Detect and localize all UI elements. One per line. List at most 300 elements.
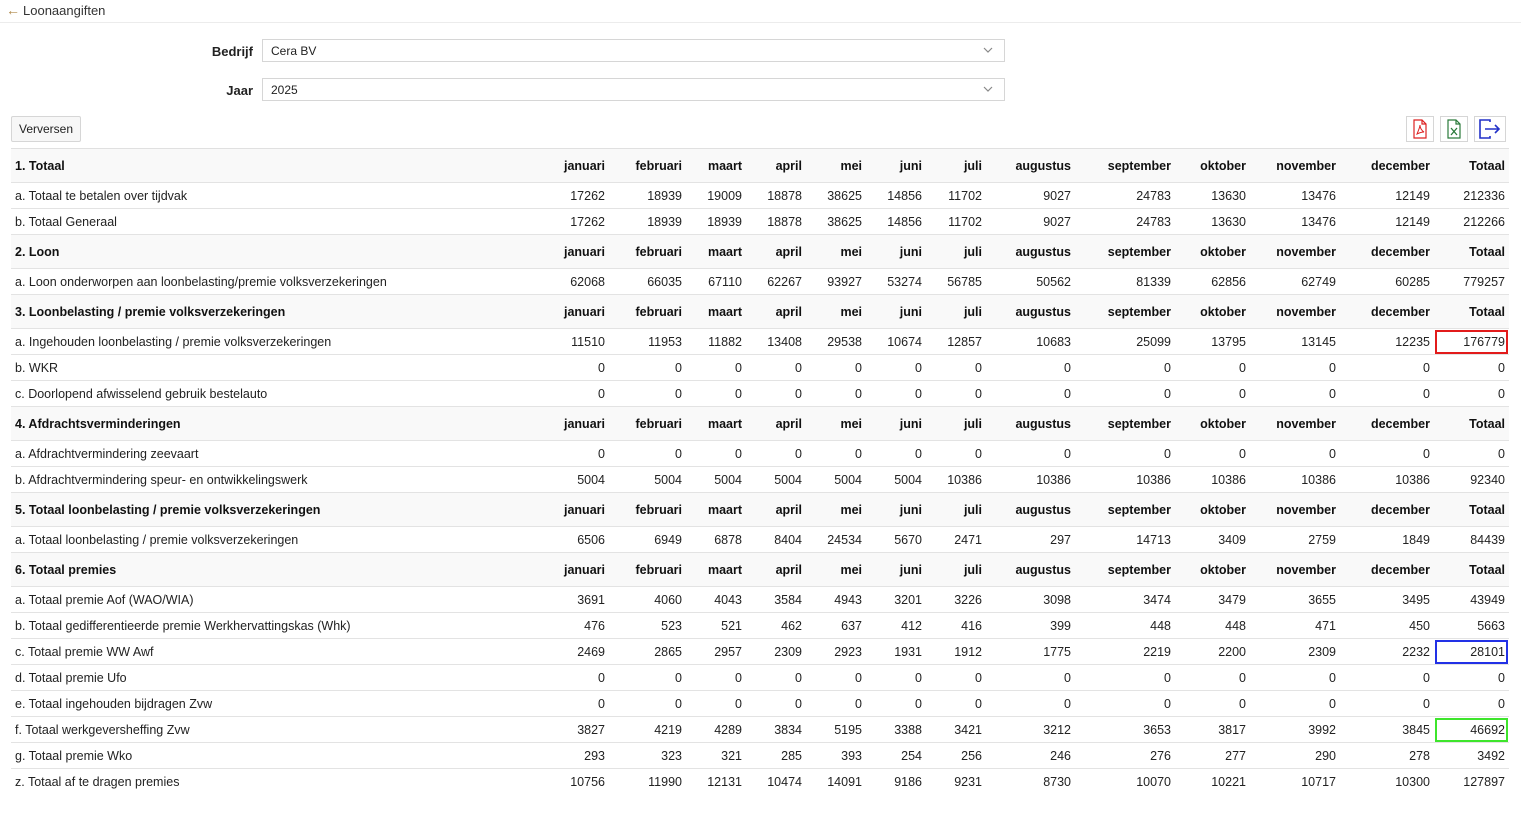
table-cell: 0 bbox=[746, 691, 806, 717]
row-label: a. Totaal premie Aof (WAO/WIA) bbox=[11, 587, 546, 613]
table-cell: 11882 bbox=[686, 329, 746, 355]
table-cell: 9186 bbox=[866, 769, 926, 795]
table-cell: 323 bbox=[609, 743, 686, 769]
column-header-month: november bbox=[1250, 553, 1340, 587]
section-title: 1. Totaal bbox=[11, 149, 546, 183]
table-cell: 3201 bbox=[866, 587, 926, 613]
table-cell: 0 bbox=[609, 691, 686, 717]
table-cell: 2923 bbox=[806, 639, 866, 665]
table-cell: 17262 bbox=[546, 183, 609, 209]
table-cell: 0 bbox=[926, 441, 986, 467]
table-cell: 5004 bbox=[806, 467, 866, 493]
table-cell: 2309 bbox=[1250, 639, 1340, 665]
column-header-month: februari bbox=[609, 553, 686, 587]
export-pdf-button[interactable] bbox=[1406, 116, 1434, 142]
table-cell: 2957 bbox=[686, 639, 746, 665]
table-cell: 3474 bbox=[1075, 587, 1175, 613]
table-cell: 5004 bbox=[546, 467, 609, 493]
chevron-down-icon bbox=[982, 43, 994, 60]
table-cell: 1775 bbox=[986, 639, 1075, 665]
table-cell: 0 bbox=[1175, 665, 1250, 691]
column-header-month: juni bbox=[866, 493, 926, 527]
row-label: a. Loon onderworpen aan loonbelasting/premie volksverzekeringen bbox=[11, 269, 546, 295]
table-row bbox=[11, 441, 1509, 467]
column-header-month: augustus bbox=[986, 407, 1075, 441]
column-header-month: maart bbox=[686, 493, 746, 527]
column-header-month: augustus bbox=[986, 149, 1075, 183]
table-cell: 0 bbox=[686, 665, 746, 691]
table-cell: 9231 bbox=[926, 769, 986, 795]
column-header-month: september bbox=[1075, 235, 1175, 269]
column-header-month: december bbox=[1340, 407, 1434, 441]
column-header-month: augustus bbox=[986, 553, 1075, 587]
table-cell: 0 bbox=[609, 355, 686, 381]
column-header-month: juni bbox=[866, 295, 926, 329]
table-cell: 0 bbox=[1075, 441, 1175, 467]
table-cell: 18939 bbox=[686, 209, 746, 235]
table-row bbox=[11, 743, 1509, 769]
section-header-row bbox=[11, 493, 1509, 527]
table-cell: 0 bbox=[806, 691, 866, 717]
table-row bbox=[11, 639, 1509, 665]
table-cell: 14856 bbox=[866, 183, 926, 209]
table-cell: 12149 bbox=[1340, 183, 1434, 209]
back-arrow-icon[interactable]: ← bbox=[6, 2, 20, 18]
column-header-month: januari bbox=[546, 295, 609, 329]
column-header-month: januari bbox=[546, 493, 609, 527]
table-cell: 29538 bbox=[806, 329, 866, 355]
table-cell: 246 bbox=[986, 743, 1075, 769]
table-cell: 0 bbox=[686, 441, 746, 467]
column-header-month: juni bbox=[866, 407, 926, 441]
row-total-cell: 212336 bbox=[1434, 183, 1509, 209]
table-cell: 0 bbox=[806, 355, 866, 381]
column-header-month: januari bbox=[546, 407, 609, 441]
row-total-cell: 127897 bbox=[1434, 769, 1509, 795]
table-cell: 2759 bbox=[1250, 527, 1340, 553]
column-header-total: Totaal bbox=[1434, 295, 1509, 329]
table-row bbox=[11, 209, 1509, 235]
table-cell: 0 bbox=[1340, 691, 1434, 717]
row-label: g. Totaal premie Wko bbox=[11, 743, 546, 769]
column-header-total: Totaal bbox=[1434, 407, 1509, 441]
table-cell: 0 bbox=[546, 355, 609, 381]
row-total-cell: 779257 bbox=[1434, 269, 1509, 295]
table-cell: 0 bbox=[686, 381, 746, 407]
table-cell: 18939 bbox=[609, 209, 686, 235]
refresh-button[interactable]: Verversen bbox=[11, 116, 81, 142]
table-cell: 66035 bbox=[609, 269, 686, 295]
section-title: 3. Loonbelasting / premie volksverzekeringen bbox=[11, 295, 546, 329]
table-cell: 393 bbox=[806, 743, 866, 769]
column-header-month: februari bbox=[609, 493, 686, 527]
column-header-month: september bbox=[1075, 149, 1175, 183]
table-cell: 4219 bbox=[609, 717, 686, 743]
table-cell: 399 bbox=[986, 613, 1075, 639]
table-cell: 0 bbox=[926, 355, 986, 381]
table-cell: 10300 bbox=[1340, 769, 1434, 795]
table-cell: 11702 bbox=[926, 209, 986, 235]
table-cell: 321 bbox=[686, 743, 746, 769]
table-cell: 38625 bbox=[806, 183, 866, 209]
excel-icon bbox=[1446, 119, 1462, 139]
column-header-month: november bbox=[1250, 493, 1340, 527]
table-cell: 14091 bbox=[806, 769, 866, 795]
year-select[interactable] bbox=[262, 78, 1005, 101]
table-cell: 285 bbox=[746, 743, 806, 769]
table-cell: 24783 bbox=[1075, 183, 1175, 209]
row-label: a. Totaal loonbelasting / premie volksverzekeringen bbox=[11, 527, 546, 553]
column-header-month: april bbox=[746, 235, 806, 269]
table-cell: 25099 bbox=[1075, 329, 1175, 355]
column-header-month: juni bbox=[866, 235, 926, 269]
column-header-month: juli bbox=[926, 235, 986, 269]
table-cell: 523 bbox=[609, 613, 686, 639]
column-header-month: juni bbox=[866, 553, 926, 587]
table-cell: 12235 bbox=[1340, 329, 1434, 355]
column-header-month: januari bbox=[546, 149, 609, 183]
table-cell: 81339 bbox=[1075, 269, 1175, 295]
table-row bbox=[11, 381, 1509, 407]
table-cell: 276 bbox=[1075, 743, 1175, 769]
table-row bbox=[11, 355, 1509, 381]
section-header-row bbox=[11, 553, 1509, 587]
table-cell: 5004 bbox=[746, 467, 806, 493]
table-cell: 0 bbox=[1075, 381, 1175, 407]
table-cell: 3653 bbox=[1075, 717, 1175, 743]
column-header-month: februari bbox=[609, 407, 686, 441]
table-cell: 476 bbox=[546, 613, 609, 639]
table-cell: 0 bbox=[546, 691, 609, 717]
row-label: b. Afdrachtvermindering speur- en ontwikkelingswerk bbox=[11, 467, 546, 493]
top-bar bbox=[0, 0, 1521, 23]
table-cell: 11953 bbox=[609, 329, 686, 355]
row-label: b. Totaal Generaal bbox=[11, 209, 546, 235]
table-cell: 0 bbox=[866, 665, 926, 691]
column-header-month: februari bbox=[609, 235, 686, 269]
table-cell: 471 bbox=[1250, 613, 1340, 639]
table-cell: 0 bbox=[1075, 691, 1175, 717]
table-cell: 3834 bbox=[746, 717, 806, 743]
table-row bbox=[11, 769, 1509, 795]
table-cell: 4043 bbox=[686, 587, 746, 613]
table-cell: 19009 bbox=[686, 183, 746, 209]
table-cell: 3212 bbox=[986, 717, 1075, 743]
column-header-month: augustus bbox=[986, 493, 1075, 527]
table-cell: 256 bbox=[926, 743, 986, 769]
column-header-month: maart bbox=[686, 235, 746, 269]
table-cell: 278 bbox=[1340, 743, 1434, 769]
table-cell: 11990 bbox=[609, 769, 686, 795]
table-row bbox=[11, 587, 1509, 613]
table-cell: 10386 bbox=[1340, 467, 1434, 493]
table-cell: 0 bbox=[609, 665, 686, 691]
table-row bbox=[11, 691, 1509, 717]
table-cell: 0 bbox=[609, 381, 686, 407]
company-label: Bedrijf bbox=[211, 44, 253, 59]
export-icon bbox=[1478, 119, 1502, 139]
table-row bbox=[11, 527, 1509, 553]
company-value: Cera BV bbox=[271, 44, 317, 58]
section-title: 5. Totaal loonbelasting / premie volksverzekeringen bbox=[11, 493, 546, 527]
table-cell: 24534 bbox=[806, 527, 866, 553]
company-select[interactable] bbox=[262, 39, 1005, 62]
column-header-month: oktober bbox=[1175, 407, 1250, 441]
table-cell: 0 bbox=[1075, 665, 1175, 691]
table-cell: 0 bbox=[746, 355, 806, 381]
table-cell: 521 bbox=[686, 613, 746, 639]
section-header-row bbox=[11, 407, 1509, 441]
table-cell: 637 bbox=[806, 613, 866, 639]
table-cell: 10474 bbox=[746, 769, 806, 795]
column-header-total: Totaal bbox=[1434, 235, 1509, 269]
table-cell: 277 bbox=[1175, 743, 1250, 769]
table-cell: 14713 bbox=[1075, 527, 1175, 553]
row-label: a. Ingehouden loonbelasting / premie volksverzekeringen bbox=[11, 329, 546, 355]
row-label: b. WKR bbox=[11, 355, 546, 381]
column-header-total: Totaal bbox=[1434, 149, 1509, 183]
table-cell: 62856 bbox=[1175, 269, 1250, 295]
table-cell: 254 bbox=[866, 743, 926, 769]
table-cell: 448 bbox=[1175, 613, 1250, 639]
column-header-month: april bbox=[746, 295, 806, 329]
column-header-month: september bbox=[1075, 407, 1175, 441]
column-header-total: Totaal bbox=[1434, 553, 1509, 587]
row-total-cell: 5663 bbox=[1434, 613, 1509, 639]
table-cell: 53274 bbox=[866, 269, 926, 295]
row-total-cell: 212266 bbox=[1434, 209, 1509, 235]
table-cell: 2469 bbox=[546, 639, 609, 665]
table-cell: 6878 bbox=[686, 527, 746, 553]
table-cell: 0 bbox=[609, 441, 686, 467]
column-header-month: april bbox=[746, 407, 806, 441]
table-cell: 3655 bbox=[1250, 587, 1340, 613]
table-cell: 2309 bbox=[746, 639, 806, 665]
table-cell: 11510 bbox=[546, 329, 609, 355]
table-cell: 0 bbox=[986, 691, 1075, 717]
column-header-month: januari bbox=[546, 235, 609, 269]
table-cell: 3584 bbox=[746, 587, 806, 613]
year-label: Jaar bbox=[226, 83, 253, 98]
table-row bbox=[11, 329, 1509, 355]
table-cell: 293 bbox=[546, 743, 609, 769]
table-cell: 0 bbox=[986, 441, 1075, 467]
table-cell: 412 bbox=[866, 613, 926, 639]
table-cell: 6506 bbox=[546, 527, 609, 553]
table-cell: 0 bbox=[1175, 355, 1250, 381]
table-cell: 13795 bbox=[1175, 329, 1250, 355]
row-label: f. Totaal werkgeversheffing Zvw bbox=[11, 717, 546, 743]
table-cell: 1912 bbox=[926, 639, 986, 665]
table-cell: 0 bbox=[746, 381, 806, 407]
table-row bbox=[11, 467, 1509, 493]
column-header-month: mei bbox=[806, 295, 866, 329]
table-cell: 0 bbox=[866, 441, 926, 467]
table-cell: 93927 bbox=[806, 269, 866, 295]
column-header-month: juli bbox=[926, 493, 986, 527]
table-cell: 10386 bbox=[1250, 467, 1340, 493]
column-header-month: december bbox=[1340, 553, 1434, 587]
table-cell: 0 bbox=[1250, 441, 1340, 467]
row-total-cell: 84439 bbox=[1434, 527, 1509, 553]
table-cell: 0 bbox=[986, 355, 1075, 381]
table-cell: 13408 bbox=[746, 329, 806, 355]
column-header-month: juli bbox=[926, 407, 986, 441]
column-header-month: december bbox=[1340, 149, 1434, 183]
column-header-month: juli bbox=[926, 553, 986, 587]
table-cell: 0 bbox=[546, 665, 609, 691]
row-label: a. Totaal te betalen over tijdvak bbox=[11, 183, 546, 209]
table-cell: 3691 bbox=[546, 587, 609, 613]
table-cell: 0 bbox=[546, 381, 609, 407]
table-cell: 56785 bbox=[926, 269, 986, 295]
table-cell: 13630 bbox=[1175, 209, 1250, 235]
table-cell: 0 bbox=[986, 381, 1075, 407]
column-header-month: april bbox=[746, 553, 806, 587]
table-cell: 13476 bbox=[1250, 183, 1340, 209]
table-cell: 3421 bbox=[926, 717, 986, 743]
table-cell: 5670 bbox=[866, 527, 926, 553]
table-cell: 0 bbox=[1340, 381, 1434, 407]
table-cell: 448 bbox=[1075, 613, 1175, 639]
table-cell: 10386 bbox=[1175, 467, 1250, 493]
table-cell: 2200 bbox=[1175, 639, 1250, 665]
year-value: 2025 bbox=[271, 83, 298, 97]
table-cell: 62068 bbox=[546, 269, 609, 295]
table-cell: 38625 bbox=[806, 209, 866, 235]
table-cell: 0 bbox=[926, 381, 986, 407]
table-cell: 297 bbox=[986, 527, 1075, 553]
row-total-cell: 0 bbox=[1434, 381, 1509, 407]
table-cell: 0 bbox=[1175, 381, 1250, 407]
column-header-month: oktober bbox=[1175, 235, 1250, 269]
column-header-month: oktober bbox=[1175, 493, 1250, 527]
row-total-cell: 28101 bbox=[1434, 639, 1509, 665]
page-title: Loonaangiften bbox=[23, 3, 106, 18]
table-cell: 5004 bbox=[686, 467, 746, 493]
table-cell: 0 bbox=[1075, 355, 1175, 381]
table-cell: 3409 bbox=[1175, 527, 1250, 553]
table-cell: 14856 bbox=[866, 209, 926, 235]
row-total-cell: 3492 bbox=[1434, 743, 1509, 769]
table-cell: 17262 bbox=[546, 209, 609, 235]
row-total-cell: 46692 bbox=[1434, 717, 1509, 743]
table-cell: 8730 bbox=[986, 769, 1075, 795]
table-cell: 0 bbox=[1250, 381, 1340, 407]
table-cell: 13145 bbox=[1250, 329, 1340, 355]
table-cell: 18939 bbox=[609, 183, 686, 209]
table-cell: 450 bbox=[1340, 613, 1434, 639]
table-cell: 0 bbox=[806, 381, 866, 407]
row-total-cell: 43949 bbox=[1434, 587, 1509, 613]
row-total-cell: 0 bbox=[1434, 441, 1509, 467]
table-cell: 1849 bbox=[1340, 527, 1434, 553]
column-header-month: november bbox=[1250, 149, 1340, 183]
table-cell: 416 bbox=[926, 613, 986, 639]
table-cell: 4060 bbox=[609, 587, 686, 613]
column-header-month: mei bbox=[806, 235, 866, 269]
table-cell: 3992 bbox=[1250, 717, 1340, 743]
table-cell: 10683 bbox=[986, 329, 1075, 355]
row-label: a. Afdrachtvermindering zeevaart bbox=[11, 441, 546, 467]
column-header-month: mei bbox=[806, 493, 866, 527]
table-cell: 60285 bbox=[1340, 269, 1434, 295]
table-cell: 4289 bbox=[686, 717, 746, 743]
column-header-month: november bbox=[1250, 235, 1340, 269]
table-cell: 9027 bbox=[986, 183, 1075, 209]
table-cell: 50562 bbox=[986, 269, 1075, 295]
table-cell: 0 bbox=[1250, 665, 1340, 691]
column-header-month: maart bbox=[686, 553, 746, 587]
table-cell: 10674 bbox=[866, 329, 926, 355]
table-cell: 0 bbox=[866, 381, 926, 407]
section-header-row bbox=[11, 295, 1509, 329]
column-header-month: maart bbox=[686, 149, 746, 183]
column-header-month: september bbox=[1075, 295, 1175, 329]
table-cell: 10386 bbox=[986, 467, 1075, 493]
column-header-month: februari bbox=[609, 295, 686, 329]
row-label: d. Totaal premie Ufo bbox=[11, 665, 546, 691]
export-button[interactable] bbox=[1474, 116, 1506, 142]
table-cell: 0 bbox=[986, 665, 1075, 691]
row-total-cell: 0 bbox=[1434, 355, 1509, 381]
table-cell: 0 bbox=[1175, 691, 1250, 717]
table-cell: 0 bbox=[926, 691, 986, 717]
table-cell: 3817 bbox=[1175, 717, 1250, 743]
table-cell: 67110 bbox=[686, 269, 746, 295]
table-cell: 462 bbox=[746, 613, 806, 639]
section-title: 2. Loon bbox=[11, 235, 546, 269]
table-row bbox=[11, 613, 1509, 639]
row-total-cell: 0 bbox=[1434, 691, 1509, 717]
column-header-month: oktober bbox=[1175, 295, 1250, 329]
table-row bbox=[11, 269, 1509, 295]
table-cell: 0 bbox=[746, 665, 806, 691]
table-cell: 10221 bbox=[1175, 769, 1250, 795]
row-label: b. Totaal gedifferentieerde premie Werkhervattingskas (Whk) bbox=[11, 613, 546, 639]
table-cell: 6949 bbox=[609, 527, 686, 553]
table-cell: 11702 bbox=[926, 183, 986, 209]
table-cell: 2471 bbox=[926, 527, 986, 553]
table-cell: 13630 bbox=[1175, 183, 1250, 209]
column-header-month: januari bbox=[546, 553, 609, 587]
table-cell: 0 bbox=[866, 355, 926, 381]
pdf-icon bbox=[1412, 119, 1428, 139]
table-cell: 3098 bbox=[986, 587, 1075, 613]
column-header-month: mei bbox=[806, 407, 866, 441]
table-cell: 0 bbox=[1340, 665, 1434, 691]
row-total-cell: 0 bbox=[1434, 665, 1509, 691]
column-header-month: mei bbox=[806, 149, 866, 183]
table-cell: 10070 bbox=[1075, 769, 1175, 795]
section-title: 4. Afdrachtsverminderingen bbox=[11, 407, 546, 441]
table-cell: 12857 bbox=[926, 329, 986, 355]
column-header-month: december bbox=[1340, 235, 1434, 269]
export-excel-button[interactable] bbox=[1440, 116, 1468, 142]
table-row bbox=[11, 717, 1509, 743]
table-cell: 0 bbox=[1175, 441, 1250, 467]
table-cell: 0 bbox=[806, 441, 866, 467]
column-header-month: augustus bbox=[986, 295, 1075, 329]
table-cell: 62749 bbox=[1250, 269, 1340, 295]
column-header-month: september bbox=[1075, 553, 1175, 587]
column-header-month: december bbox=[1340, 295, 1434, 329]
table-cell: 290 bbox=[1250, 743, 1340, 769]
section-title: 6. Totaal premies bbox=[11, 553, 546, 587]
table-cell: 12149 bbox=[1340, 209, 1434, 235]
column-header-month: februari bbox=[609, 149, 686, 183]
chevron-down-icon bbox=[982, 82, 994, 99]
